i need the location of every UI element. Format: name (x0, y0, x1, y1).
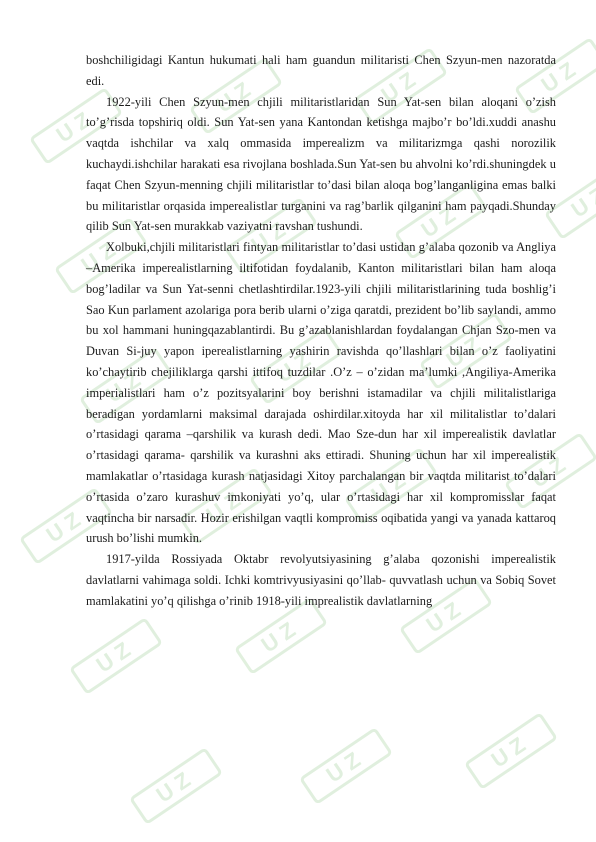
paragraph: 1922-yili Chen Szyun-men chjili militaristlaridan Sun Yat-sen bilan aloqani o’zish to’g’risda topshiriq oldi. Sun Yat-sen yana Kantondan ketishga majbo’r bo’ldi.xuddi anashu vaqtda ishchilar va xalq ommasida imperealizm va militarizmga qashi norozilik kuchaydi.ishchilar harakati esa rivojlana boshlada.Sun Yat-sen bu ahvolni ko’rdi.shuningdek u faqat Chen Szyun-menning chjili militaristlar to’dasi bilan aloqa bog’langanligina emas balki bu militaristlar orqasida imperealistlar turganini va rag’barlik qilganini ham payqadi.Shunday qilib Sun Yat-sen murakkab vaziyatni ravshan tushundi. (86, 94, 556, 234)
watermark-logo (129, 747, 223, 825)
paragraph: 1917-yilda Rossiyada Oktabr revolyutsiyasining g’alaba qozonishi imperealistik davlatlarni vahimaga soldi. Ichki komtrivyusiyasini qo’llab- quvvatlash uchun va Sobiq Sovet mamlakatini yo’q qilishga o’rinib 1918-yili imprealistik davlatlarning (86, 552, 556, 608)
watermark-logo (69, 617, 163, 695)
watermark-logo (464, 712, 558, 790)
watermark-logo (299, 727, 393, 805)
document-body (86, 50, 556, 612)
paragraph-continuation: boshchiligidagi Kantun hukumati hali ham guandun militaristi Chen Szyun-men nazoratda edi. (86, 53, 556, 88)
paragraph: Xolbuki,chjili militaristlari fintyan militaristlar to’dasi ustidan g’alaba qozonib va Angliya –Amerika imperealistlarning iltifotidan foydalanib, Kanton militaristlari bilan ham aloqa bog’ladilar va Sun Yat-senni chetlashtirdilar.1923-yili chjili militaristlarining tuda boshlig’i Sao Kun parlament azolariga pora berib ularni o’ziga qaratdi, prezident bo’lib saylandi, ammo bu xol hammani huningqazablantirdi. Bu g’azablanishlardan foydalangan Chjan Szo-men va Duvan Si-juy yapon iperealistlarning yashirin ravishda qo’llashlari bilan o’z faoliyatini ko’chaytirib chejiliklarga qarshi ittifoq tuzdilar .O’z – o’zidan ma’lumki ,Angiliya-Amerika imperialistlari ham o’z pozitsyalarini boy berishni istamadilar va chjili militalistlariga beradigan yordamlarni maksimal darajada oshirdilar.xitoyda har xil militalistlar to’dalari o’rtasidagi qarama –qarshilik va kurash dedi. Mao Sze-dun har xil imperealistik davlatlar o’rtasidagi qarama- qarshilik va kurashni aks ettiradi. Shuning uchun har xil imperealistik mamlakatlar o’rtasidaga kurash natjasidagi Xitoy parchalangan bir vaqtda militarist to’dalari o’rtasida o’zaro kurashuv imkoniyati yo’q, ular o’rtasidagi har xil kompromisslar faqat vaqtincha bir narsadir. Hozir erishilgan vaqtli kompromiss oqibatida yangi va yanada kattaroq urush bo’lishi mumkin. (86, 240, 556, 546)
